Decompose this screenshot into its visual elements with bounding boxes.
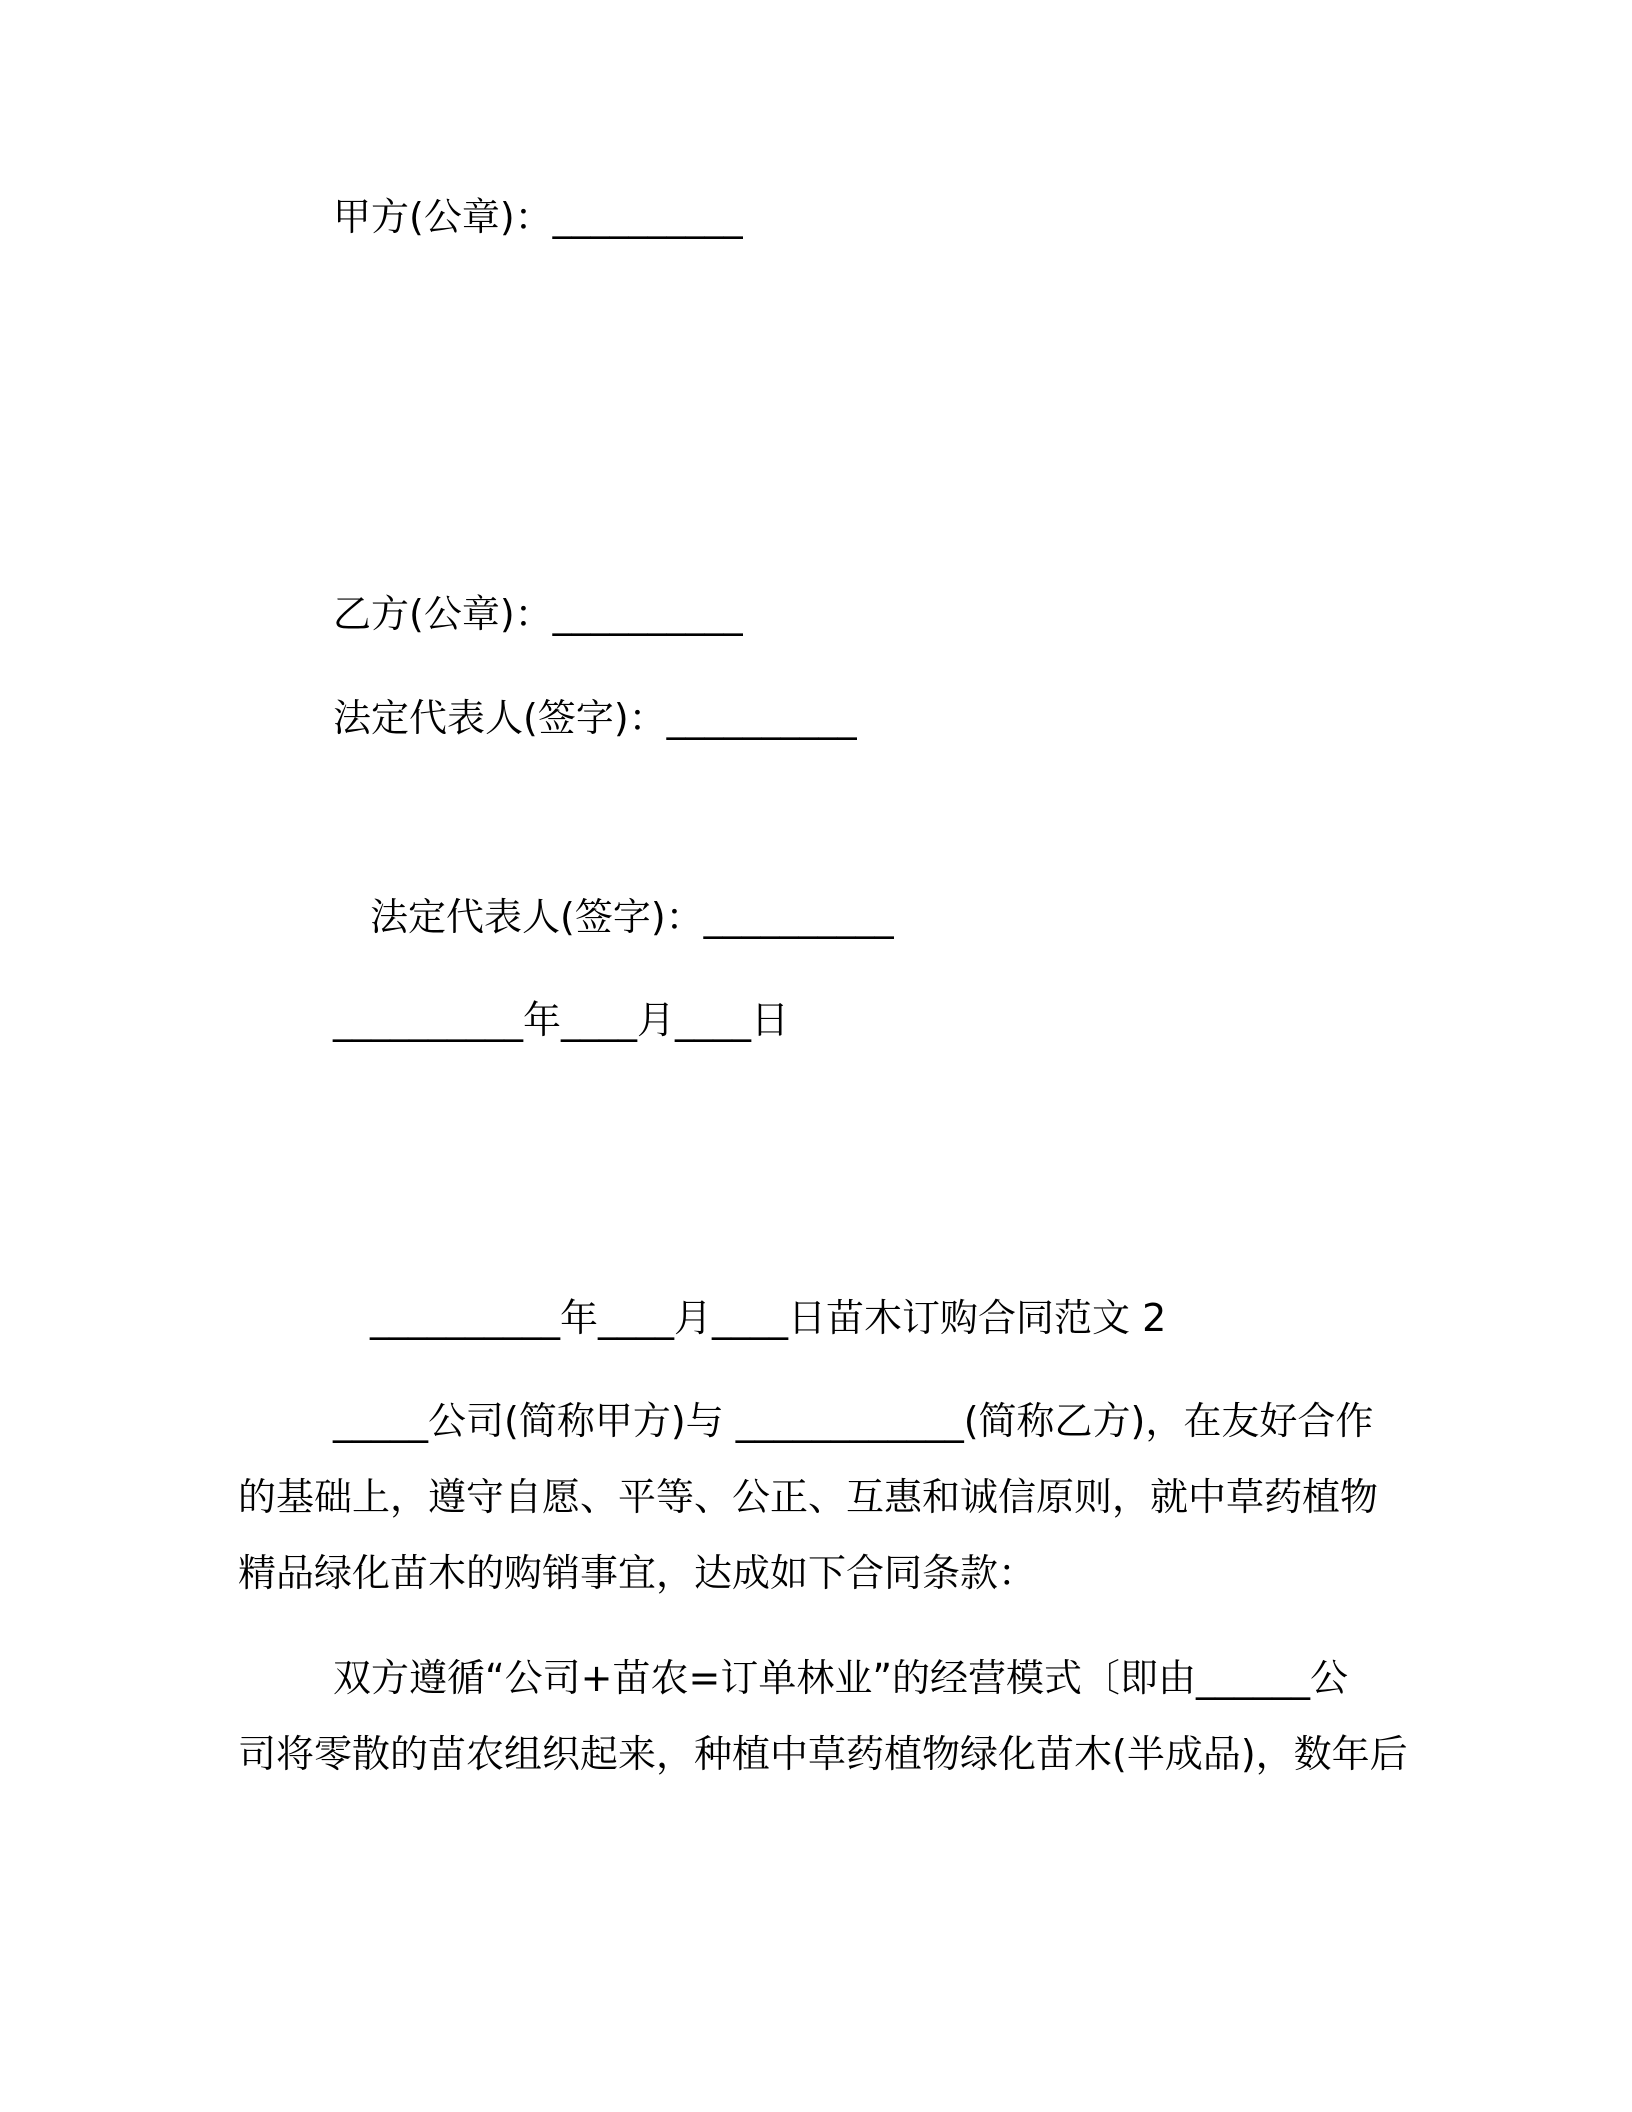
- paragraph-1-line-1: _____公司(简称甲方)与 ____________(简称乙方)，在友好合作: [333, 1399, 1374, 1443]
- paragraph-1-line-2: 的基础上，遵守自愿、平等、公正、互惠和诚信原则，就中草药植物: [238, 1475, 1379, 1519]
- section-heading: __________年____月____日苗木订购合同范文 2: [370, 1296, 1167, 1340]
- legal-representative-signature-line: 法定代表人(签字)：__________: [333, 696, 857, 740]
- party-a-seal-line: 甲方(公章)：__________: [333, 195, 743, 239]
- paragraph-2-line-1: 双方遵循“公司+苗农=订单林业”的经营模式〔即由______公: [333, 1656, 1349, 1700]
- paragraph-2-line-2: 司将零散的苗农组织起来，种植中草药植物绿化苗木(半成品)，数年后: [238, 1732, 1408, 1776]
- legal-representative-signature-line-2: 法定代表人(签字)：__________: [370, 895, 894, 939]
- date-line: __________年____月____日: [333, 998, 790, 1042]
- paragraph-1-line-3: 精品绿化苗木的购销事宜，达成如下合同条款：: [238, 1551, 1037, 1595]
- party-b-seal-line: 乙方(公章)：__________: [333, 592, 743, 636]
